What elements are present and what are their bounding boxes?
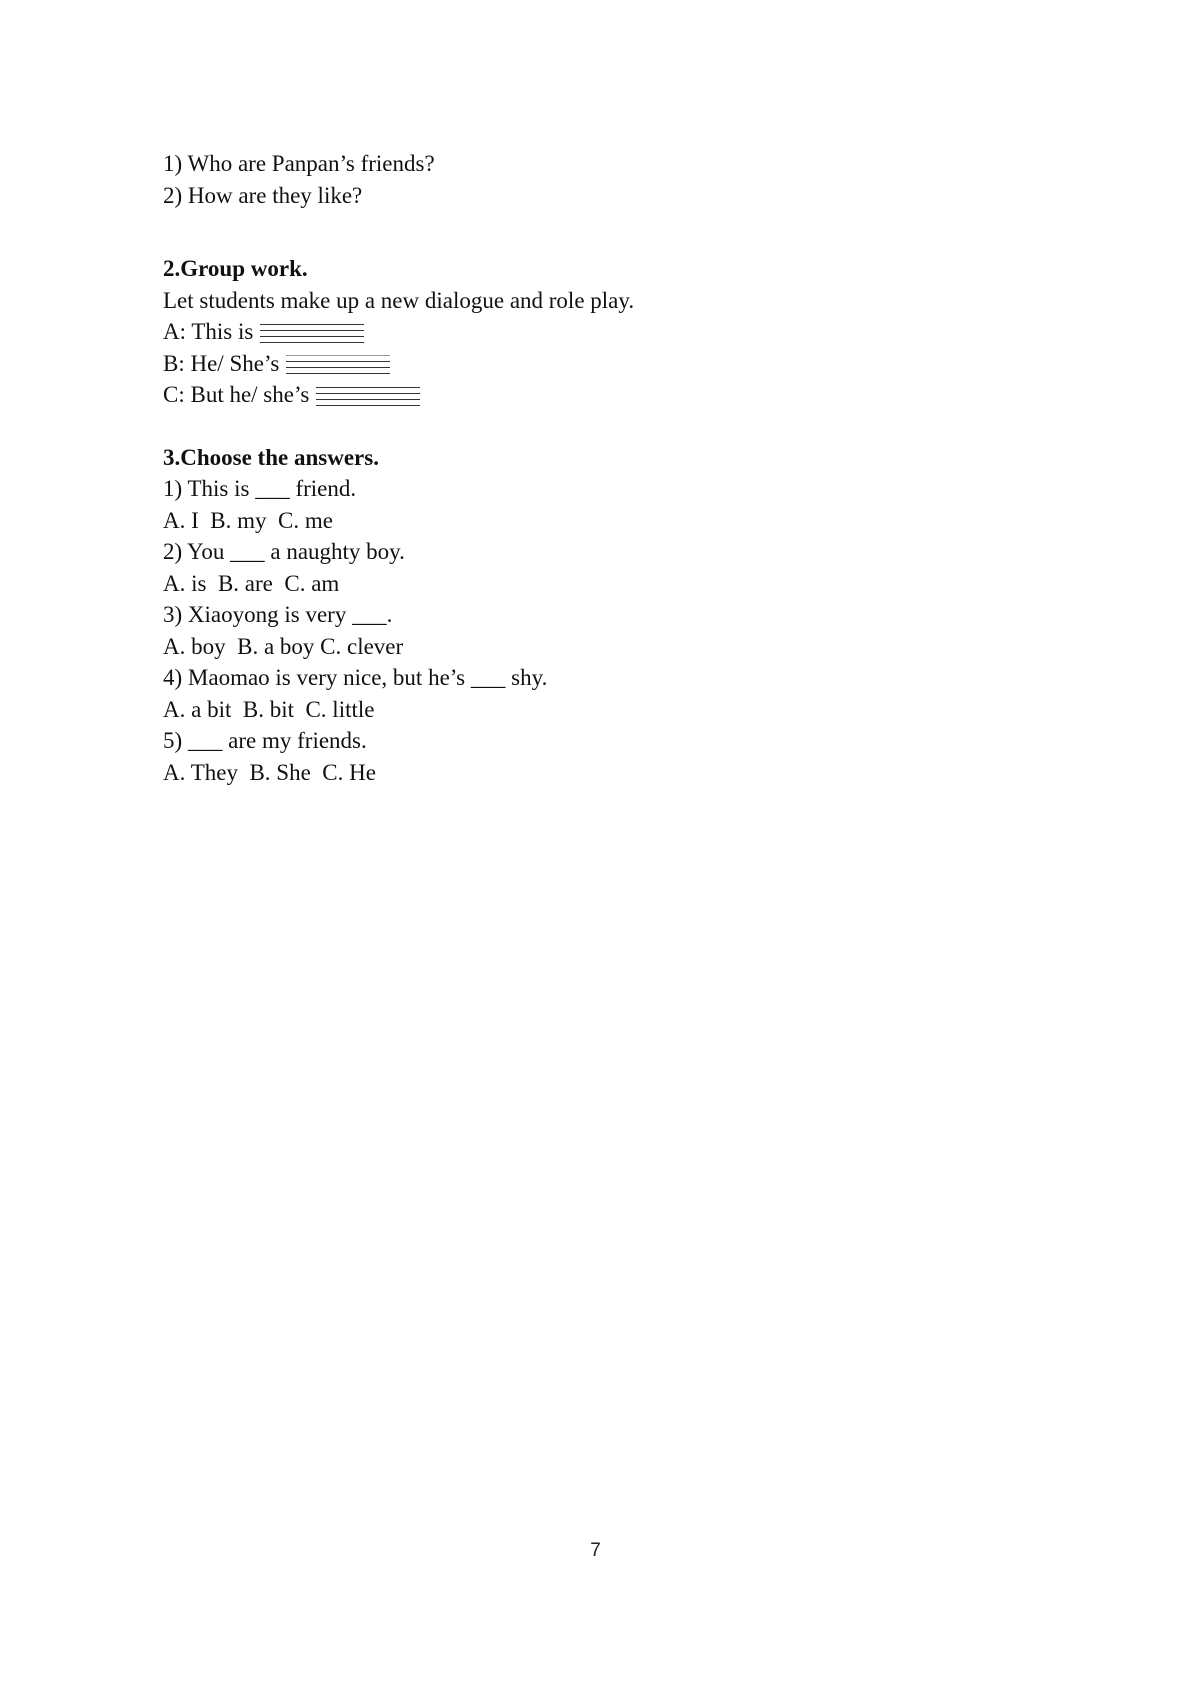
intro-question: 2) How are they like? [163, 182, 363, 208]
mc-options: A. I B. my C. me [163, 507, 333, 533]
page-number: 7 [590, 1540, 601, 1561]
dialogue-prompt: C: But he/ she’s [163, 382, 310, 407]
mc-question: 5) ___ are my friends. [163, 728, 367, 753]
mc-options: A. They B. She C. He [163, 759, 376, 785]
mc-options: A. a bit B. bit C. little [163, 696, 375, 722]
group-work-heading: 2.Group work. [163, 256, 308, 281]
worksheet-content [163, 148, 1063, 788]
mc-question: 1) This is ___ friend. [163, 476, 357, 501]
mc-question: 4) Maomao is very nice, but he’s ___ shy. [163, 665, 548, 690]
group-work-section [163, 253, 1063, 411]
mc-question: 3) Xiaoyong is very ___. [163, 602, 393, 627]
choose-answers-heading: 3.Choose the answers. [163, 444, 379, 470]
answer-blank [286, 353, 390, 379]
mc-options: A. is B. are C. am [163, 570, 340, 596]
mc-question: 2) You ___ a naughty boy. [163, 539, 405, 564]
dialogue-prompt: B: He/ She’s [163, 350, 280, 376]
intro-question: 1) Who are Panpan’s friends? [163, 151, 435, 176]
mc-options: A. boy B. a boy C. clever [163, 633, 404, 659]
choose-answers-section [163, 442, 1063, 789]
intro-questions [163, 148, 1063, 211]
answer-blank [316, 385, 420, 411]
answer-blank [260, 322, 364, 348]
dialogue-line-a [163, 316, 1063, 348]
dialogue-prompt: A: This is [163, 319, 254, 344]
group-work-instruction: Let students make up a new dialogue and role play. [163, 287, 635, 313]
dialogue-line-b [163, 348, 1063, 380]
